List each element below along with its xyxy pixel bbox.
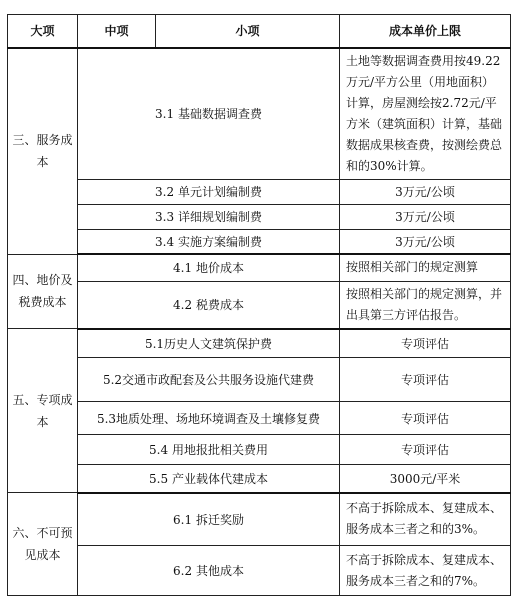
item-cell: 6.2 其他成本 [78,546,340,596]
header-category: 大项 [8,15,78,48]
table-row [8,254,511,281]
limit-cell: 3万元/公顷 [340,179,511,204]
item-cell: 5.4 用地报批相关费用 [78,435,340,465]
item-cell: 5.3地质处理、场地环境调查及土壤修复费 [78,402,340,435]
table-row [8,179,511,204]
table-row [8,329,511,358]
table-row [8,281,511,329]
table-row [8,402,511,435]
item-cell: 4.2 税费成本 [78,281,340,329]
category-cell: 三、服务成本 [8,48,78,255]
limit-cell: 专项评估 [340,402,511,435]
category-cell: 四、地价及税费成本 [8,254,78,329]
item-cell: 5.2交通市政配套及公共服务设施代建费 [78,358,340,402]
table-row [8,204,511,229]
limit-cell: 3000元/平米 [340,465,511,493]
category-cell: 六、不可预见成本 [8,493,78,596]
table-row [8,229,511,254]
table-row [8,546,511,596]
table-row [8,465,511,493]
table-row [8,493,511,546]
limit-cell: 不高于拆除成本、复建成本、服务成本三者之和的3%。 [340,493,511,546]
header-item: 小项 [156,15,340,48]
table-row [8,358,511,402]
cost-limit-table [7,14,511,596]
item-cell: 5.1历史人文建筑保护费 [78,329,340,358]
item-cell: 6.1 拆迁奖励 [78,493,340,546]
limit-cell: 专项评估 [340,329,511,358]
limit-cell: 专项评估 [340,435,511,465]
limit-cell: 3万元/公顷 [340,204,511,229]
limit-cell: 按照相关部门的规定测算，并出具第三方评估报告。 [340,281,511,329]
limit-cell: 专项评估 [340,358,511,402]
item-cell: 3.3 详细规划编制费 [78,204,340,229]
table-header-row [8,15,511,48]
table-row [8,435,511,465]
item-cell: 3.2 单元计划编制费 [78,179,340,204]
limit-cell: 3万元/公顷 [340,229,511,254]
item-cell: 5.5 产业载体代建成本 [78,465,340,493]
item-cell: 3.4 实施方案编制费 [78,229,340,254]
header-limit: 成本单价上限 [340,15,511,48]
category-cell: 五、专项成本 [8,329,78,493]
table-row [8,48,511,180]
limit-cell: 不高于拆除成本、复建成本、服务成本三者之和的7%。 [340,546,511,596]
item-cell: 3.1 基础数据调查费 [78,48,340,180]
item-cell: 4.1 地价成本 [78,254,340,281]
header-middle: 中项 [78,15,156,48]
limit-cell: 土地等数据调查费用按49.22万元/平方公里（用地面积）计算，房屋测绘按2.72元/平方米（建筑面积）计算，基础数据成果核查费，按测绘费总和的30%计算。 [340,48,511,180]
limit-cell: 按照相关部门的规定测算 [340,254,511,281]
